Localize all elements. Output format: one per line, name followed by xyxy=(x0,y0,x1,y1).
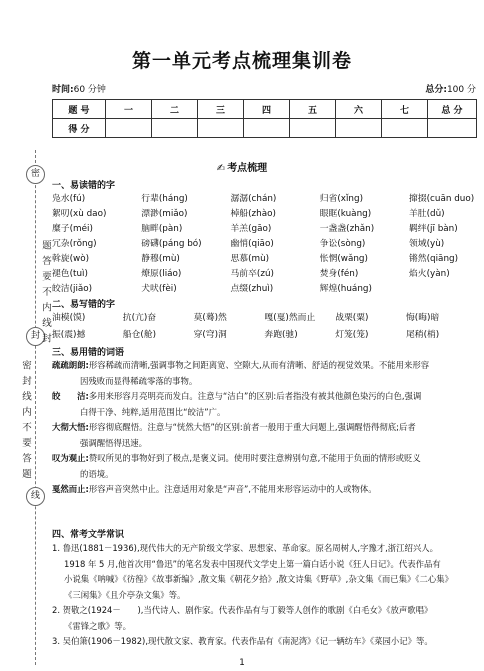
word-item: 战栗(粟) xyxy=(335,313,369,323)
word-item: 马前卒(zú) xyxy=(230,269,274,279)
score-header-cell: 四 xyxy=(244,100,290,119)
score-header-cell: 三 xyxy=(198,100,244,119)
literature-item: 2. 贺敬之(1924－ ),当代诗人、剧作家。代表作品有与丁毅等人创作的歌剧《白毛女》《放声歌唱》 xyxy=(52,605,433,615)
word-item: 抗(亢)奋 xyxy=(122,313,157,323)
word-item: 辉煌(huáng) xyxy=(319,284,372,294)
sec1-word-grid xyxy=(52,192,477,297)
word-item: 幽悄(qiāo) xyxy=(230,239,274,249)
time-label: 时间: xyxy=(52,85,74,95)
word-item: 潺潺(chán) xyxy=(230,194,277,204)
word-item: 磅礴(páng bó) xyxy=(141,239,202,249)
definition-item xyxy=(52,451,477,467)
literature-item: 3. 吴伯箫(1906－1982),现代散文家、教育家。代表作品有《南泥湾》《记一辆纺车》《菜园小记》等。 xyxy=(52,636,433,646)
score-cell[interactable] xyxy=(106,119,152,138)
sec4-heading: 四、常考文学常识 xyxy=(52,530,125,540)
word-item: 棹船(zhào) xyxy=(230,209,276,219)
seal-notice-2: 密封线内不要答题 xyxy=(20,360,31,484)
word-item: 燎原(liáo) xyxy=(141,269,182,279)
sec1-heading: 一、易读错的字 xyxy=(52,181,116,191)
definition-text: 形容稀疏而清晰,强调事物之间距离宽、空隙大,从而有清晰、舒适的视觉效果。不能用来形容 xyxy=(88,360,430,370)
word-item: 船仓(舱) xyxy=(122,330,157,340)
word-item: 振(震)撼 xyxy=(52,330,86,340)
definition-item xyxy=(52,420,477,436)
literature-item-cont: 《雷锋之歌》等。 xyxy=(64,620,131,631)
score-header-cell: 六 xyxy=(336,100,382,119)
definition-item xyxy=(52,358,477,374)
score-table xyxy=(52,99,477,138)
score-cell[interactable] xyxy=(428,119,477,138)
word-row xyxy=(52,192,477,207)
word-item: 悔(晦)暗 xyxy=(405,313,440,323)
word-item: 尾稍(梢) xyxy=(405,330,440,340)
definition-term: 皎 洁: xyxy=(52,391,89,401)
sec2-heading: 二、易写错的字 xyxy=(52,300,116,310)
score-header-cell: 一 xyxy=(106,100,152,119)
word-item: 皎洁(jiǎo) xyxy=(52,284,93,294)
word-row xyxy=(52,327,477,344)
word-row xyxy=(52,282,477,297)
definition-term: 疏疏朗朗: xyxy=(52,360,89,370)
score-header-row xyxy=(53,100,477,119)
score-row xyxy=(53,119,477,138)
word-item: 糜子(méi) xyxy=(52,224,93,234)
word-item: 思慕(mù) xyxy=(230,254,270,264)
word-item: 行辈(háng) xyxy=(141,194,188,204)
total-label: 总分: xyxy=(425,85,447,95)
pen-icon: ✍ xyxy=(216,163,226,174)
definition-text: 形容声音突然中止。注意适用对象是“声音”,不能用来形容运动中的人或物体。 xyxy=(88,484,377,494)
literature-item-cont: 《三闲集》《且介亭杂文集》等。 xyxy=(64,589,186,600)
word-item: 怅惘(wǎng) xyxy=(319,254,368,264)
page-title: 第一单元考点梳理集训卷 xyxy=(131,50,352,72)
definition-item xyxy=(52,482,477,498)
word-item: 羊肚(dǔ) xyxy=(409,209,445,219)
word-item: 奔跑(驰) xyxy=(264,330,298,340)
definition-text-cont: 白得干净、纯粹,适用范围比“皎洁”广。 xyxy=(80,406,226,417)
word-item: 羁绊(jī bàn) xyxy=(409,224,458,234)
score-header-cell: 二 xyxy=(152,100,198,119)
seal-circle-1: 密 xyxy=(26,165,45,184)
definition-text-cont: 因残败而显得稀疏零落的事物。 xyxy=(80,375,198,386)
word-item: 撺掇(cuān duo) xyxy=(409,194,475,204)
score-header-cell: 七 xyxy=(382,100,428,119)
word-item: 絮叨(xù dao) xyxy=(52,209,107,219)
word-item: 斡旋(wò) xyxy=(52,254,90,264)
score-cell[interactable] xyxy=(336,119,382,138)
time-value: 60 分钟 xyxy=(73,85,106,95)
word-row xyxy=(52,222,477,237)
word-item: 穿(穹)洞 xyxy=(193,330,227,340)
score-header-cell: 总 分 xyxy=(428,100,477,119)
word-row xyxy=(52,252,477,267)
word-item: 凫水(fú) xyxy=(52,194,86,204)
word-item: 油模(馍) xyxy=(52,313,86,323)
score-cell[interactable] xyxy=(152,119,198,138)
time-info xyxy=(52,82,106,95)
word-item: 漂渺(miǎo) xyxy=(141,209,188,219)
definition-term: 戛然而止: xyxy=(52,484,89,494)
definition-item xyxy=(52,389,477,405)
word-item: 归省(xǐng) xyxy=(319,194,364,204)
definition-text: 形容彻底醒悟。注意与“恍然大悟”的区别:前者一般用于重大问题上,强调醒悟得彻底;后者 xyxy=(88,422,416,432)
total-info xyxy=(425,82,476,95)
word-item xyxy=(409,282,477,297)
literature-item-cont: 小说集《呐喊》《彷徨》《故事新编》,散文集《朝花夕拾》,散文诗集《野草》,杂文集《而已集》《二心集》 xyxy=(64,574,454,584)
definition-text: 赞叹所见的事物好到了极点,是褒义词。使用时要注意辨别句意,不能用于负面的情形或贬义 xyxy=(88,453,421,463)
word-item: 锵然(qiāng) xyxy=(409,254,459,264)
definition-text: 多用来形容月亮明亮而发白。注意与“洁白”的区别:后者指没有被其他颜色染污的白色,强调 xyxy=(88,391,422,401)
word-item: 焚身(fén) xyxy=(319,269,359,279)
score-header-cell: 题 号 xyxy=(53,100,106,119)
word-item: 脑畔(pàn) xyxy=(141,224,183,234)
definition-term: 大彻大悟: xyxy=(52,422,89,432)
seal-circle-3: 线 xyxy=(26,487,45,506)
word-row xyxy=(52,267,477,282)
definition-term: 叹为观止: xyxy=(52,453,89,463)
section-heading-text: 考点梳理 xyxy=(227,163,268,174)
word-item: 争讼(sòng) xyxy=(319,239,366,249)
sec4-list xyxy=(52,541,477,650)
score-cell[interactable] xyxy=(198,119,244,138)
sec3-list xyxy=(52,358,477,498)
score-cell[interactable] xyxy=(290,119,336,138)
word-item: 点缀(zhuì) xyxy=(230,284,274,294)
word-item: 犬吠(fèi) xyxy=(141,284,177,294)
word-item: 羊羔(gāo) xyxy=(230,224,272,234)
word-item: 褪色(tuì) xyxy=(52,269,88,279)
word-item: 莫(蓦)然 xyxy=(193,313,227,323)
score-cell[interactable] xyxy=(244,119,290,138)
section-heading xyxy=(0,159,484,174)
word-item: 焰火(yàn) xyxy=(409,269,450,279)
page-number: 1 xyxy=(239,658,245,668)
word-item: 嘎(戛)然而止 xyxy=(264,313,316,323)
word-item: 冗杂(rǒng) xyxy=(52,239,97,249)
word-row xyxy=(52,207,477,222)
definition-text-cont: 的语境。 xyxy=(80,468,114,479)
word-row xyxy=(52,237,477,252)
score-cell[interactable] xyxy=(382,119,428,138)
literature-item: 1. 鲁迅(1881－1936),现代伟大的无产阶级文学家、思想家、革命家。原名周树人,字豫才,浙江绍兴人。 xyxy=(52,543,439,553)
seal-circle-2: 封 xyxy=(26,327,45,346)
word-item: 一盏盏(zhǎn) xyxy=(319,224,375,234)
sec3-heading: 三、易用错的词语 xyxy=(52,348,125,358)
score-row-label: 得 分 xyxy=(53,119,106,138)
word-item: 眼眶(kuàng) xyxy=(319,209,372,219)
word-item: 领域(yù) xyxy=(409,239,445,249)
literature-item-cont: 1918 年 5 月,他首次用“鲁迅”的笔名发表中国现代文学史上第一篇白话小说《狂人日记》。代表作品有 xyxy=(64,558,441,569)
score-header-cell: 五 xyxy=(290,100,336,119)
binding-line xyxy=(35,150,36,665)
seal-notice: 题答要不内线封 xyxy=(40,240,51,349)
word-row xyxy=(52,310,477,327)
sec2-word-grid xyxy=(52,310,477,344)
definition-text-cont: 强调醒悟得迅速。 xyxy=(80,437,147,448)
total-value: 100 分 xyxy=(446,85,476,95)
word-item: 静穆(mù) xyxy=(141,254,180,264)
word-item: 灯笼(笼) xyxy=(335,330,369,340)
